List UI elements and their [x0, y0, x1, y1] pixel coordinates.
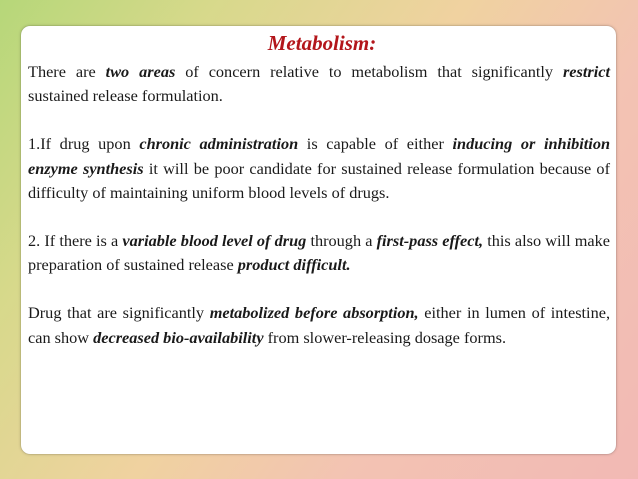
text-run: it will be poor candidate for sustained release formulation because of difficulty of maintaining uniform blood levels of drugs.	[28, 158, 610, 202]
slide-title: Metabolism:	[267, 31, 377, 55]
text-run: Drug that are significantly	[28, 303, 210, 323]
text-run: of concern relative to metabolism that significantly	[175, 62, 563, 81]
emphasis-decreased-bioavailability: decreased bio-availability	[93, 327, 264, 347]
emphasis-metabolized-before-absorption: metabolized before absorption,	[209, 303, 419, 323]
emphasis-enzyme-synthesis: inducing or inhibition enzyme synthesis	[28, 134, 611, 178]
slide-card	[21, 26, 616, 454]
paragraph-point-1	[28, 132, 610, 205]
emphasis-restrict: restrict	[562, 62, 610, 81]
text-run: is capable of either	[298, 134, 453, 154]
paragraph-point-2	[28, 229, 610, 277]
emphasis-variable-blood-level: variable blood level of drug	[122, 231, 307, 251]
emphasis-first-pass-effect: first-pass effect,	[376, 231, 484, 251]
emphasis-product-difficult: product difficult.	[237, 255, 351, 275]
paragraph-conclusion	[28, 301, 610, 349]
text-run: through a	[306, 231, 377, 251]
text-run: from slower-releasing dosage forms.	[263, 327, 507, 347]
emphasis-two-areas: two areas	[105, 62, 176, 81]
paragraph-intro	[28, 60, 610, 108]
text-run: this also will make preparation of sustained release	[28, 231, 611, 275]
text-run: 1.If drug upon	[28, 134, 140, 154]
text-run: 2. If there is a	[28, 231, 123, 251]
text-run: sustained release formulation.	[28, 86, 223, 106]
emphasis-chronic-administration: chronic administration	[139, 134, 299, 154]
text-run: There are	[28, 62, 106, 81]
text-run: either in lumen of intestine, can show	[28, 303, 611, 347]
